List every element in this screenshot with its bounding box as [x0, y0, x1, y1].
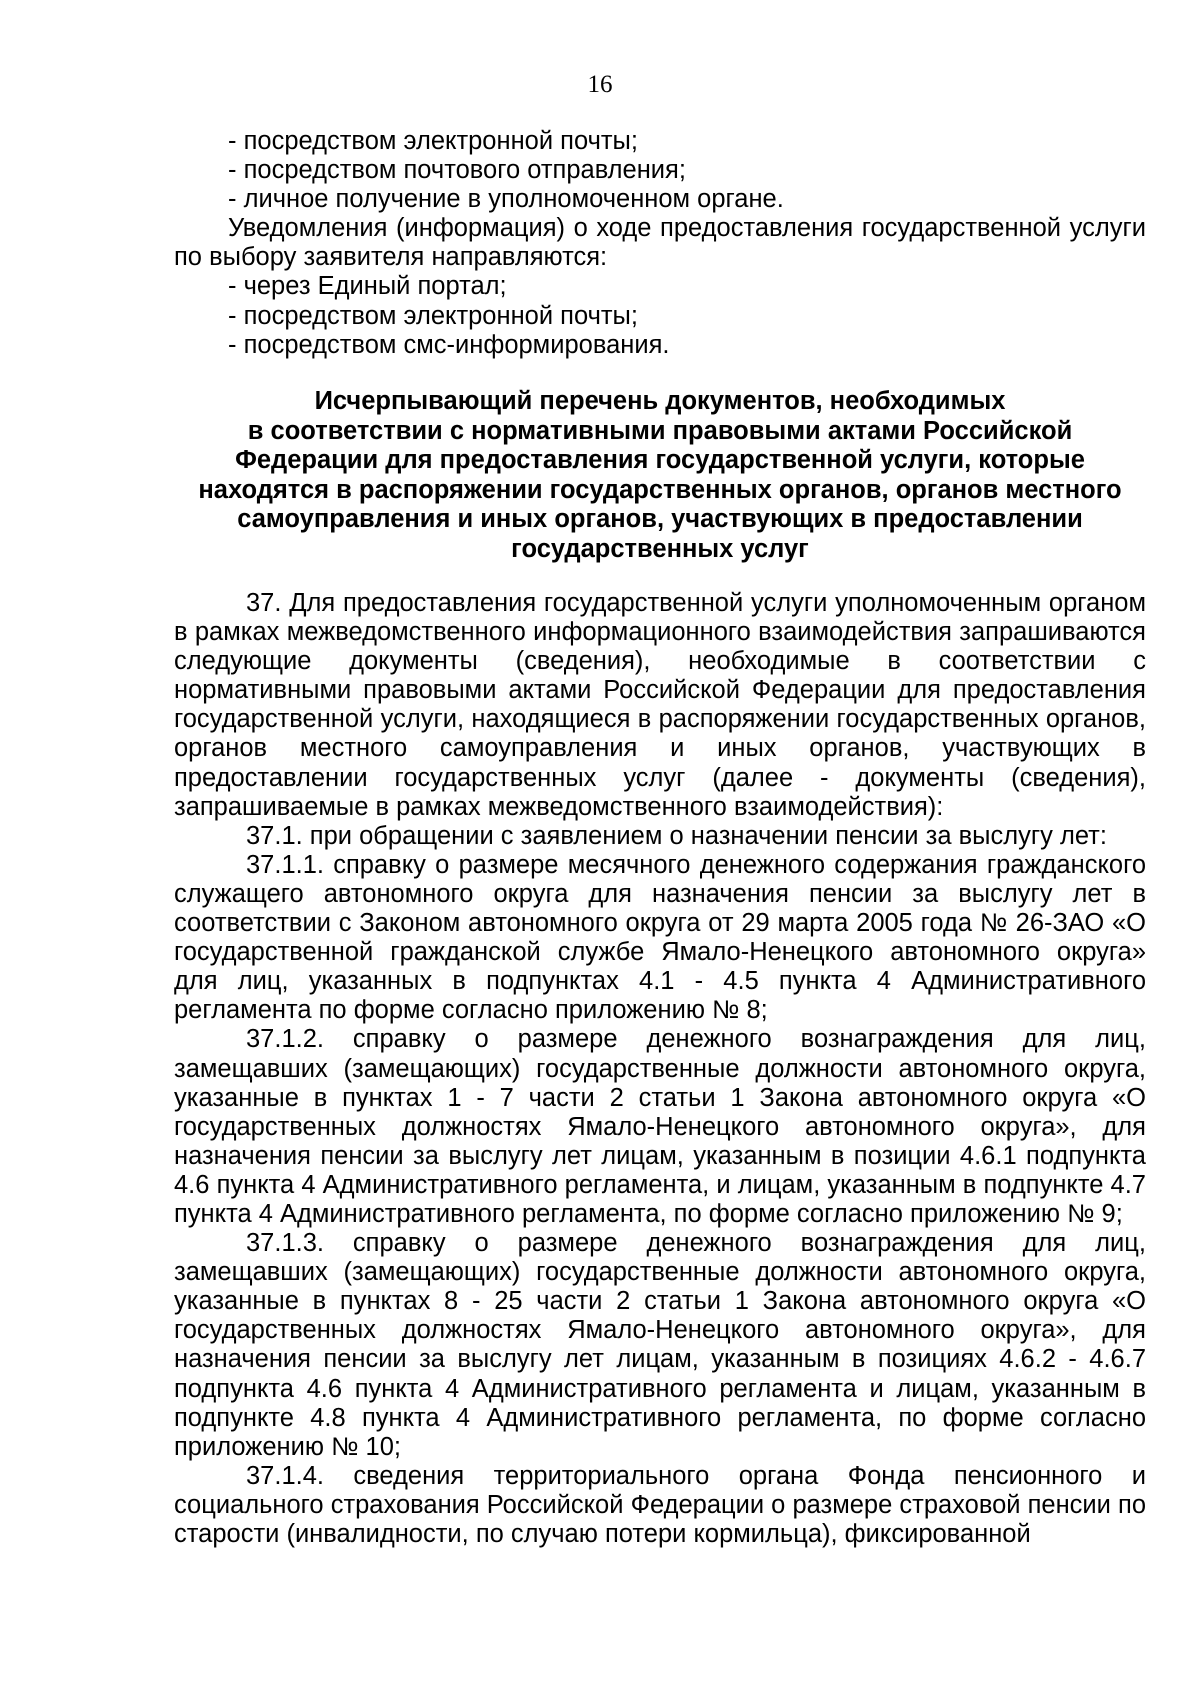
- page-number: 16: [587, 71, 613, 98]
- heading-line: Исчерпывающий перечень документов, необходимых: [314, 387, 1006, 415]
- list-item: - посредством электронной почты;: [228, 127, 638, 155]
- paragraph-37-1-4: 37.1.4. сведения территориального органа Фонда пенсионного и социального страхования Российской Федерации о размере страховой пенсии по старости (инвалидности, по случаю потери кормильца), фиксированной: [174, 1461, 1146, 1548]
- list-item: - посредством смс-информирования.: [228, 330, 670, 359]
- delivery-methods-block: [174, 127, 1146, 360]
- heading-line: Федерации для предоставления государственной услуги, которые: [235, 446, 1085, 474]
- heading-line: в соответствии с нормативными правовыми актами Российской: [247, 416, 1073, 445]
- document-body: [174, 589, 1146, 1549]
- list-item: - через Единый портал;: [228, 272, 507, 301]
- paragraph-37-1-2: 37.1.2. справку о размере денежного вознаграждения для лиц, замещавших (замещающих) государственные должности автономного округа, указанные в пунктах 1 - 7 части 2 статьи 1 Закона автономного округа «О государственных должностях Ямало-Ненецкого автономного округа», для назначения пенсии за выслугу лет лицам, указанным в позиции 4.6.1 подпункта 4.6 пункта 4 Административного регламента, и лицам, указанным в подпункте 4.7 пункта 4 Административного регламента, по форме согласно приложению № 9;: [174, 1025, 1146, 1228]
- paragraph-37-1-1: 37.1.1. справку о размере месячного денежного содержания гражданского служащего автономного округа для назначения пенсии за выслугу лет в соответствии с Законом автономного округа от 29 марта 2005 года № 26-ЗАО «О государственной гражданской службе Ямало-Ненецкого автономного округа» для лиц, указанных в подпунктах 4.1 - 4.5 пункта 4 Административного регламента по форме согласно приложению № 8;: [174, 850, 1146, 1025]
- heading-line: находятся в распоряжении государственных органов, органов местного: [198, 475, 1122, 504]
- list-item: - посредством электронной почты;: [228, 301, 638, 330]
- paragraph-37: 37. Для предоставления государственной услуги уполномоченным органом в рамках межведомственного информационного взаимодействия запрашиваются следующие документы (сведения), необходимые в соответствии с нормативными правовыми актами Российской Федерации для предоставления государственной услуги, находящиеся в распоряжении государственных органов, органов местного самоуправления и иных органов, участвующих в предоставлении государственных услуг (далее - документы (сведения), запрашиваемые в рамках межведомственного взаимодействия):: [174, 589, 1146, 821]
- paragraph-37-1: 37.1. при обращении с заявлением о назначении пенсии за выслугу лет:: [246, 821, 1107, 850]
- heading-line: самоуправления и иных органов, участвующих в предоставлении: [237, 505, 1083, 533]
- paragraph-37-1-3: 37.1.3. справку о размере денежного вознаграждения для лиц, замещавших (замещающих) государственные должности автономного округа, указанные в пунктах 8 - 25 части 2 статьи 1 Закона автономного округа «О государственных должностях Ямало-Ненецкого автономного округа», для назначения пенсии за выслугу лет лицам, указанным в позициях 4.6.2 - 4.6.7 подпункта 4.6 пункта 4 Административного регламента и лицам, указанным в подпункте 4.8 пункта 4 Административного регламента, по форме согласно приложению № 10;: [174, 1229, 1146, 1461]
- notification-paragraph: Уведомления (информация) о ходе предоставления государственной услуги по выбору заявителя направляются:: [174, 214, 1146, 272]
- list-item: - посредством почтового отправления;: [228, 156, 686, 185]
- heading-line: государственных услуг: [511, 534, 809, 563]
- list-item: - личное получение в уполномоченном органе.: [228, 185, 784, 214]
- section-heading: [174, 387, 1146, 564]
